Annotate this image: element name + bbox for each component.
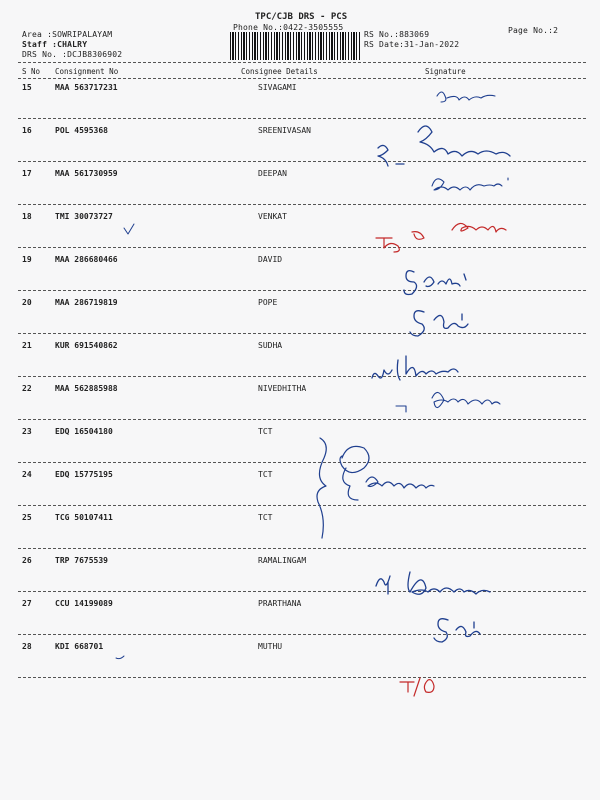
consignee-name: TCT — [258, 513, 273, 522]
serial-number: 17 — [22, 169, 32, 178]
signature-26 — [376, 572, 490, 594]
consignment-number: MAA 561730959 — [55, 169, 118, 178]
signature-23-25 — [317, 438, 434, 538]
serial-number: 27 — [22, 599, 32, 608]
signature-20 — [410, 311, 468, 336]
consignment-number: POL 4595368 — [55, 126, 108, 135]
drs-number: DRS No. :DCJB8306902 — [22, 50, 123, 59]
consignment-number: TMI 30073727 — [55, 212, 113, 221]
signature-27 — [434, 619, 480, 642]
consignment-number: CCU 14199089 — [55, 599, 113, 608]
consignee-name: SUDHA — [258, 341, 283, 350]
signature-19 — [404, 271, 466, 295]
tick-mark-18 — [124, 224, 134, 234]
serial-number: 16 — [22, 126, 32, 135]
consignee-name: TCT — [258, 427, 273, 436]
signature-17 — [432, 178, 508, 190]
serial-number: 20 — [22, 298, 32, 307]
consignment-number: MAA 563717231 — [55, 83, 118, 92]
serial-number: 22 — [22, 384, 32, 393]
signature-15 — [437, 92, 495, 102]
signature-16 — [378, 126, 510, 166]
consignee-name: PRARTHANA — [258, 599, 302, 608]
consignee-name: TCT — [258, 470, 273, 479]
serial-number: 26 — [22, 556, 32, 565]
consignee-name: POPE — [258, 298, 278, 307]
consignment-number: MAA 286680466 — [55, 255, 118, 264]
col-consignee: Consignee Details — [241, 67, 318, 76]
serial-number: 19 — [22, 255, 32, 264]
consignee-name: VENKAT — [258, 212, 287, 221]
consignment-number: MAA 562885988 — [55, 384, 118, 393]
consignee-name: DEEPAN — [258, 169, 287, 178]
tick-mark-28 — [116, 656, 124, 659]
serial-number: 18 — [22, 212, 32, 221]
page-number: Page No.:2 — [508, 26, 559, 35]
serial-number: 28 — [22, 642, 32, 651]
serial-number: 21 — [22, 341, 32, 350]
consignee-name: NIVEDHITHA — [258, 384, 307, 393]
consignment-number: MAA 286719819 — [55, 298, 118, 307]
consignee-name: DAVID — [258, 255, 283, 264]
signature-18 — [376, 223, 506, 252]
consignment-number: KUR 691540862 — [55, 341, 118, 350]
serial-number: 15 — [22, 83, 32, 92]
staff-label: Staff :CHALRY — [22, 40, 88, 49]
signature-28 — [400, 678, 434, 696]
area-label: Area :SOWRIPALAYAM — [22, 30, 113, 39]
consignee-name: SIVAGAMI — [258, 83, 297, 92]
serial-number: 24 — [22, 470, 32, 479]
rs-date: RS Date:31-Jan-2022 — [364, 40, 460, 49]
consignment-number: EDQ 16504180 — [55, 427, 113, 436]
col-sno: S No — [22, 67, 41, 76]
document-title: TPC/CJB DRS - PCS — [255, 12, 348, 22]
consignment-number: TRP 7675539 — [55, 556, 108, 565]
phone-number: Phone No.:0422-3505555 — [233, 23, 344, 32]
serial-number: 23 — [22, 427, 32, 436]
consignee-name: RAMALINGAM — [258, 556, 307, 565]
consignment-number: TCG 50107411 — [55, 513, 113, 522]
signature-21 — [372, 356, 458, 380]
consignee-name: MUTHU — [258, 642, 283, 651]
col-signature: Signature — [425, 67, 466, 76]
consignment-number: EDQ 15775195 — [55, 470, 113, 479]
rs-number: RS No.:883069 — [364, 30, 430, 39]
signature-22 — [396, 392, 500, 412]
consignment-number: KDI 668701 — [55, 642, 104, 651]
serial-number: 25 — [22, 513, 32, 522]
col-consignment: Consignment No — [55, 67, 119, 76]
consignee-name: SREENIVASAN — [258, 126, 311, 135]
